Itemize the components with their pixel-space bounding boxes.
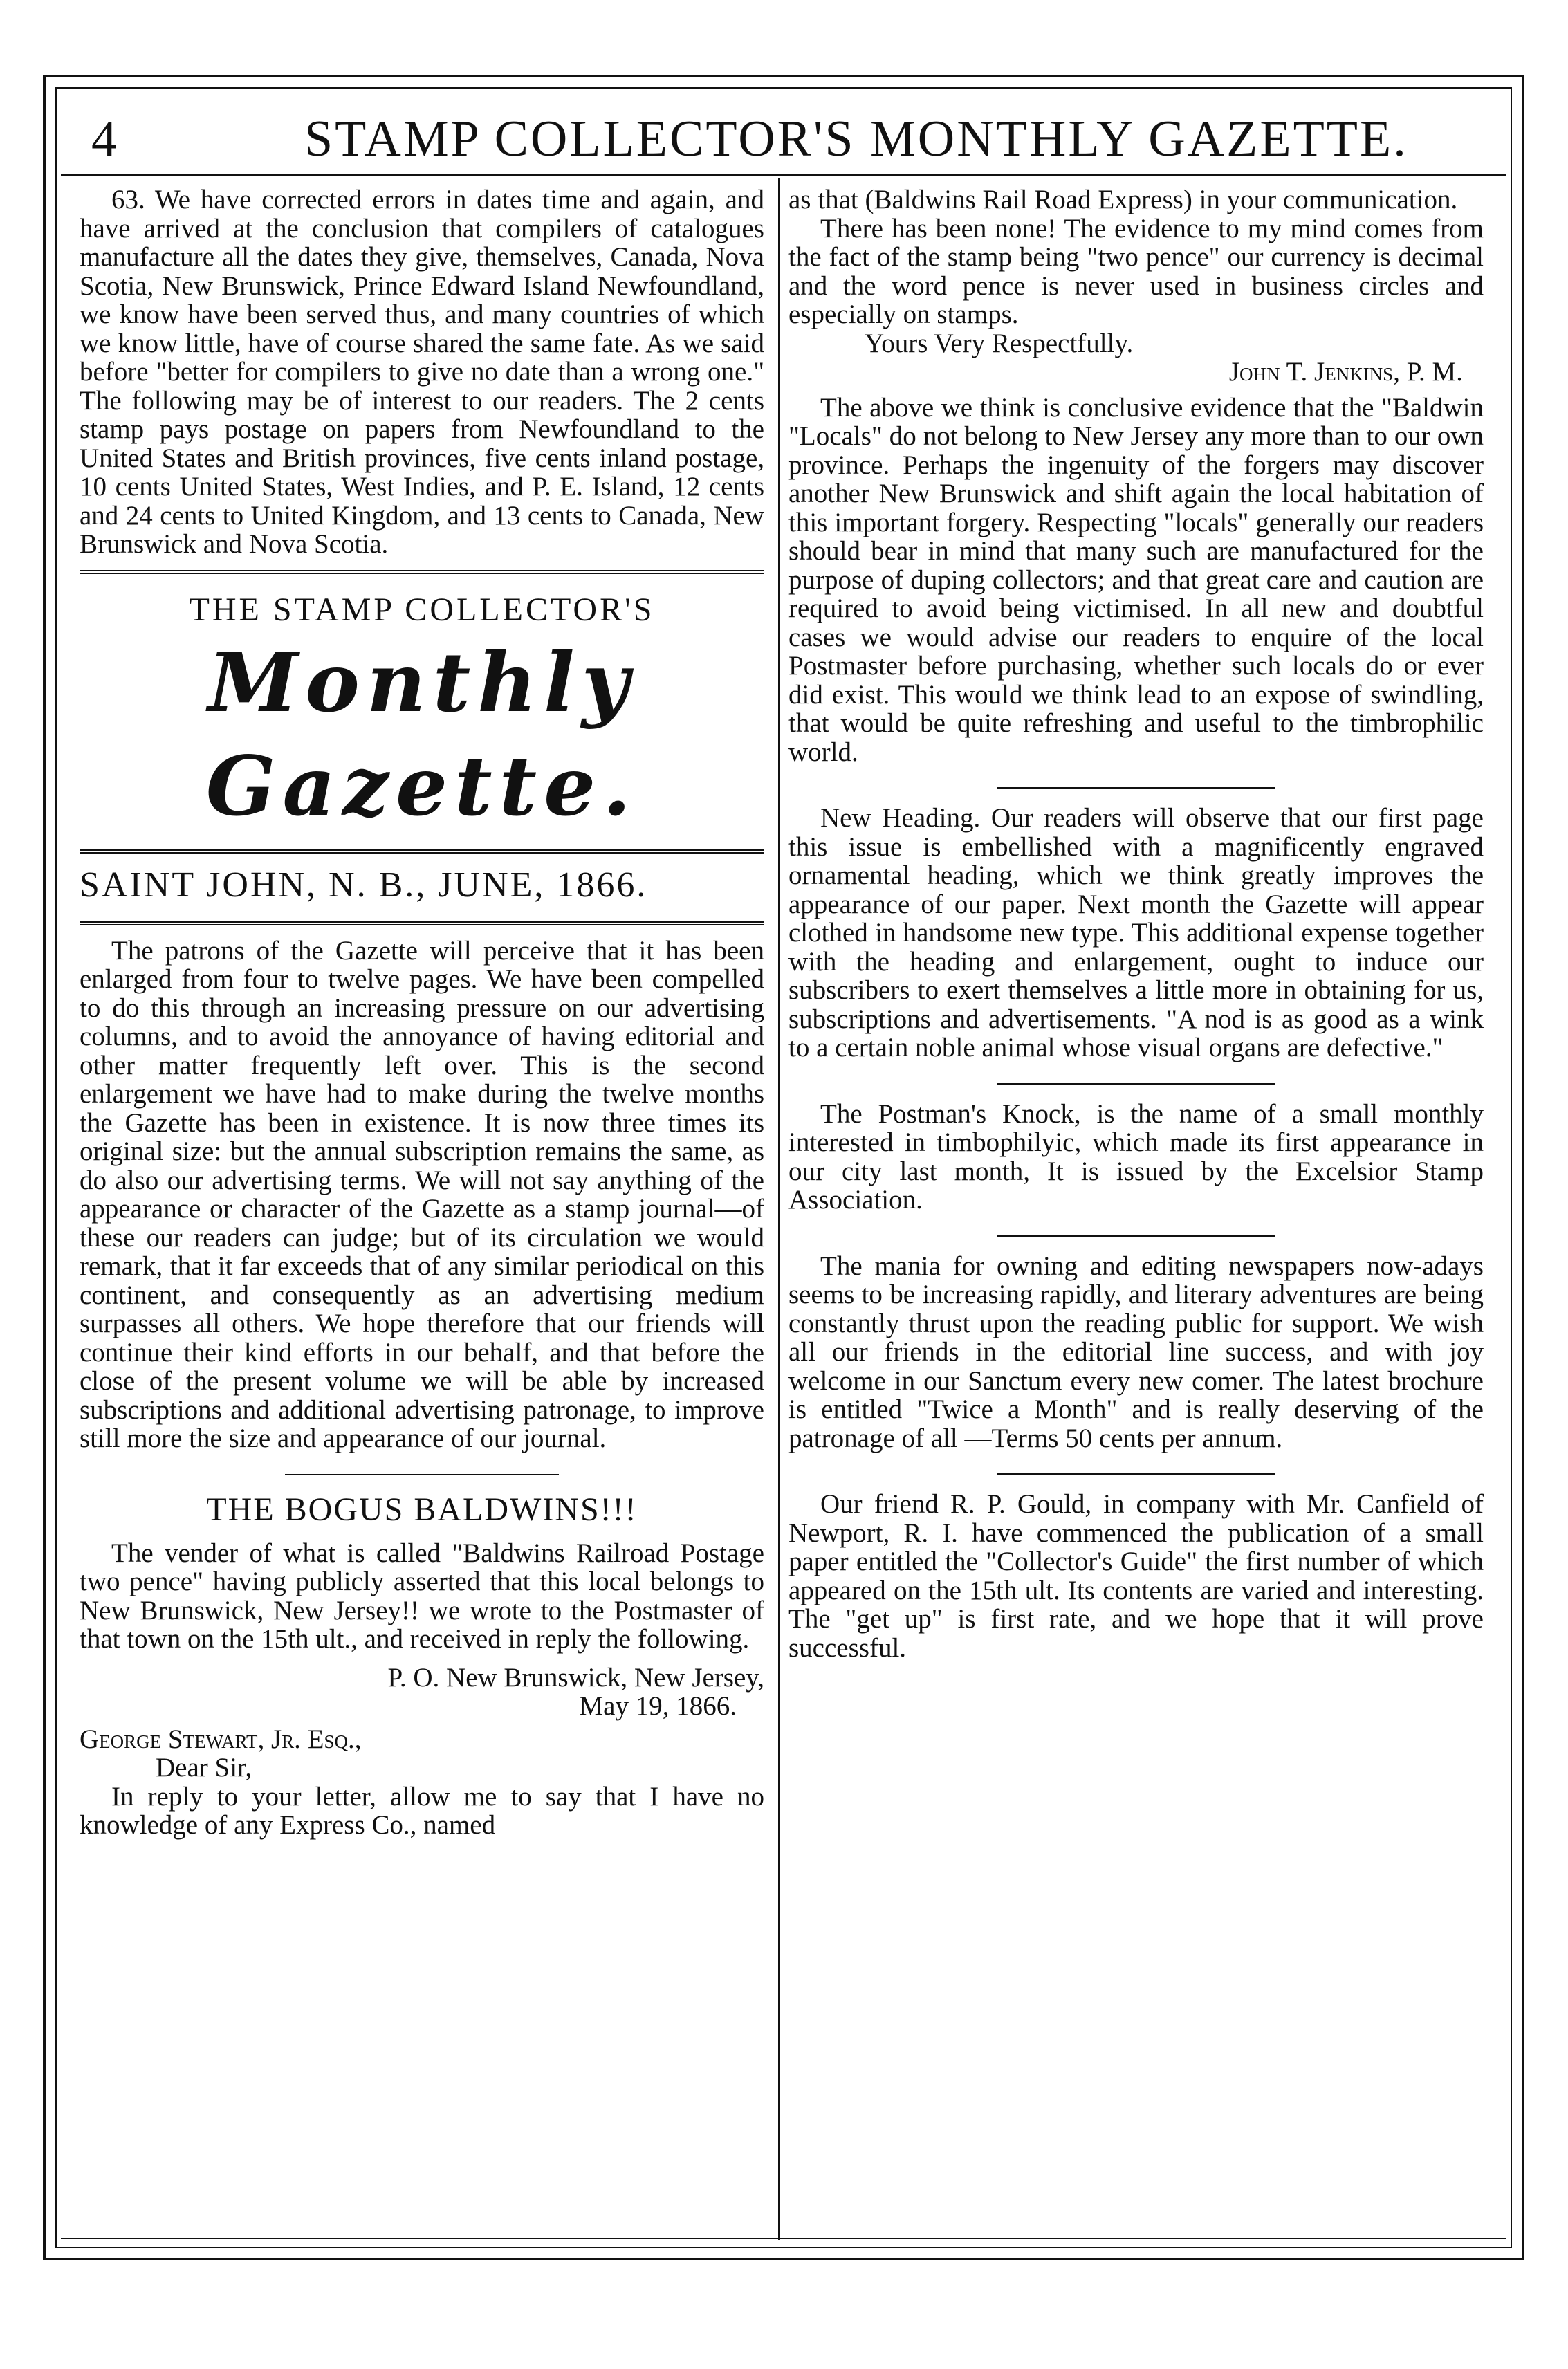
masthead-small: THE STAMP COLLECTOR'S [189, 591, 655, 628]
editorial-paragraph: The patrons of the Gazette will perceive that it has been enlarged from four to twelve pages. We have been compelled to do this through an increasing pressure on our advertising columns, and to avoid the annoyance of having editorial and other matter frequently left over. This is the second enlargement we have had to make during the twelve months the Gazette has been in existence. It is now three times its original size: but the annual subscription remains the same, as do also our advertising terms. We will not say anything of the appearance or character of the Gazette as a stamp journal—of these our readers can judge; but of its circulation we would remark, that it far exceeds that of any similar periodical on this continent, and consequently as an advertising medium surpasses all others. We hope therefore that our friends will continue their kind efforts in our behalf, and that before the close of the present volume we will be able by increased subscriptions and additional advertising patronage, to improve still more the size and appearance of our journal. [80, 935, 764, 1453]
section-rule [997, 1235, 1275, 1237]
header-rule [61, 174, 1506, 176]
dateline: SAINT JOHN, N. B., JUNE, 1866. [80, 865, 648, 905]
section-rule [285, 1474, 559, 1475]
dateline-rule [80, 921, 764, 925]
postmans-knock-paragraph: The Postman's Knock, is the name of a small monthly interested in timbophilyic, which made its first appearance in our city last month, It is issued by the Excelsior Stamp Association. [788, 1098, 1484, 1215]
new-heading-paragraph: New Heading. Our readers will observe that our first page this issue is embellished with a magnificently engraved ornamental heading, which we think greatly improves the appearance of our paper. Next month the Gazette will appear clothed in handsome new type. This additional expense together with the heading and enlargement, ought to induce our subscribers to exert themselves a little more in obtaining for us, subscriptions and advertisements. "A nod is as good as a wink to a certain noble animal whose visual organs are defective." [788, 803, 1484, 1062]
letter-place: P. O. New Brunswick, New Jersey, [387, 1662, 764, 1693]
masthead-rule [80, 849, 764, 854]
left-column [80, 185, 764, 1840]
letter-signature: John T. Jenkins, P. M. [1228, 357, 1463, 387]
letter-salutation: Dear Sir, [156, 1753, 252, 1782]
mania-paragraph: The mania for owning and editing newspapers now-adays seems to be increasing rapidly, and literary adventures are being constantly thrust upon the reading public for support. We wish all our friends in the editorial line success, and with joy welcome in our Sanctum every new comer. The latest brochure is entitled "Twice a Month" and is really deserving of the patronage of all —Terms 50 cents per annum. [788, 1251, 1484, 1453]
letter-body: In reply to your letter, allow me to say that I have no knowledge of any Express Co., named [80, 1781, 764, 1840]
letter-date: May 19, 1866. [579, 1691, 737, 1721]
section-rule [997, 1083, 1275, 1085]
section-rule [80, 570, 764, 574]
right-column [788, 185, 1484, 1662]
letter-continuation-2: There has been none! The evidence to my mind comes from the fact of the stamp being "two pence" our currency is decimal and the word pence is never used in business circles and especially on stamps. [788, 213, 1484, 329]
bogus-baldwins-heading: THE BOGUS BALDWINS!!! [206, 1491, 638, 1528]
masthead-title: Monthly Gazette. [205, 634, 638, 834]
letter-addressee: George Stewart, Jr. Esq., [80, 1724, 362, 1754]
section-rule [997, 1473, 1275, 1475]
bottom-rule [61, 2238, 1506, 2239]
column-divider [778, 178, 780, 2240]
letter-closing: Yours Very Respectfully. [865, 328, 1134, 358]
running-title: STAMP COLLECTOR'S MONTHLY GAZETTE. [304, 111, 1408, 167]
letter-continuation: as that (Baldwins Rail Road Express) in your communication. [788, 185, 1458, 214]
note-63: 63. We have corrected errors in dates time and again, and have arrived at the conclusion that compilers of catalogues manufacture all the dates they give, themselves, Canada, Nova Scotia, New Brunswick, Prince Edward Island Newfoundland, we know have been served thus, and many countries of which we know little, have of course shared the same fate. As we said before "better for compilers to give no date than a wrong one." The following may be of interest to our readers. The 2 cents stamp pays postage on papers from Newfoundland to the United States and British provinces, five cents inland postage, 10 cents United States, West Indies, and P. E. Island, 12 cents and 24 cents to United Kingdom, and 13 cents to Canada, New Brunswick and Nova Scotia. [80, 185, 764, 559]
gould-paragraph: Our friend R. P. Gould, in company with Mr. Canfield of Newport, R. I. have commenced the publication of a small paper entitled the "Collector's Guide" the first number of which appeared on the 15th ult. Its contents are varied and interesting. The "get up" is first rate, and we hope that it will prove successful. [788, 1489, 1484, 1663]
section-rule [997, 787, 1275, 789]
conclusion-paragraph: The above we think is conclusive evidence that the "Baldwin "Locals" do not belong to New Jersey any more than to our own province. Perhaps the ingenuity of the forgers may discover another New Brunswick and shift again the local habitation of this important forgery. Respecting "locals" generally our readers should bear in mind that many such are manufactured for the purpose of duping collectors; and that great care and caution are required to avoid being victimised. In all new and doubtful cases we would advise our readers to enquire of the local Postmaster before purchasing, whether such locals do or ever did exist. This would we think lead to an expose of swindling, that would be quite refreshing and useful to the timbrophilic world. [788, 392, 1484, 767]
bogus-baldwins-body: The vender of what is called "Baldwins Railroad Postage two pence" having publicly asserted that this local belongs to New Brunswick, New Jersey!! we wrote to the Postmaster of that town on the 15th ult., and received in reply the following. [80, 1538, 764, 1654]
running-header [76, 104, 1494, 173]
page-number: 4 [91, 111, 117, 167]
